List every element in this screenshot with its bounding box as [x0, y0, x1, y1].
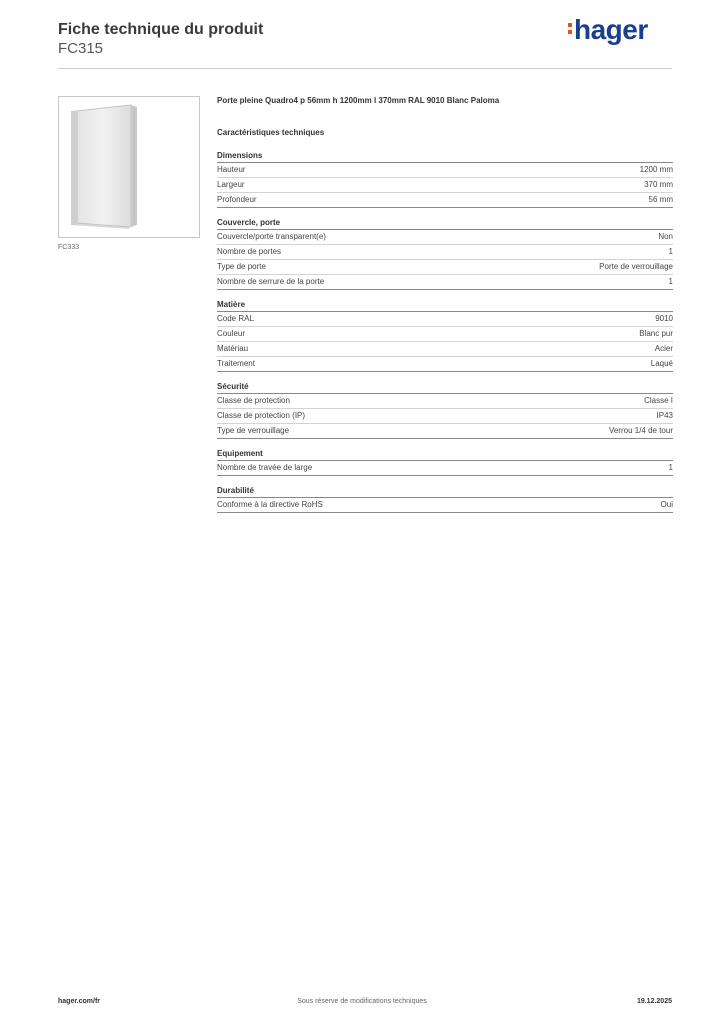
spec-label: Nombre de travée de large	[217, 463, 313, 472]
footer-website[interactable]: hager.com/fr	[58, 998, 101, 1005]
spec-content	[217, 96, 673, 513]
spec-group	[217, 486, 673, 513]
group-title: Sécurité	[217, 382, 673, 394]
spec-value: 1	[668, 463, 673, 472]
spec-value: Blanc pur	[639, 329, 673, 338]
spec-label: Couleur	[217, 329, 246, 338]
spec-row	[217, 357, 673, 372]
group-title: Matière	[217, 300, 673, 312]
spec-label: Nombre de serrure de la porte	[217, 277, 325, 286]
spec-label: Conforme à la directive RoHS	[217, 500, 323, 509]
page-title: Fiche technique du produit	[58, 21, 264, 38]
spec-row	[217, 178, 673, 193]
footer-date: 19.12.2025	[636, 998, 672, 1005]
spec-value: Laqué	[650, 359, 673, 368]
spec-value: 370 mm	[644, 180, 673, 189]
spec-value: Porte de verrouillage	[599, 262, 673, 271]
spec-group	[217, 449, 673, 476]
spec-label: Nombre de portes	[217, 247, 282, 256]
brand-name: hager	[574, 14, 648, 45]
spec-row	[217, 461, 673, 476]
group-title: Dimensions	[217, 151, 673, 163]
spec-row	[217, 245, 673, 260]
spec-row	[217, 163, 673, 178]
spec-value: Non	[658, 232, 673, 241]
spec-label: Hauteur	[217, 165, 246, 174]
spec-label: Profondeur	[217, 195, 257, 204]
spec-value: Classe I	[644, 396, 673, 405]
spec-value: 56 mm	[648, 195, 673, 204]
spec-group	[217, 151, 673, 208]
spec-label: Classe de protection (IP)	[217, 411, 306, 420]
spec-value: Verrou 1/4 de tour	[608, 426, 673, 435]
spec-group	[217, 218, 673, 290]
spec-value: 9010	[655, 314, 673, 323]
group-title: Couvercle, porte	[217, 218, 673, 230]
spec-value: 1200 mm	[639, 165, 673, 174]
spec-row	[217, 260, 673, 275]
spec-value: 1	[668, 277, 673, 286]
spec-row	[217, 275, 673, 290]
spec-row	[217, 342, 673, 357]
spec-value: IP43	[656, 411, 673, 420]
spec-value: Acier	[654, 344, 673, 353]
spec-row	[217, 498, 673, 513]
spec-value: Oui	[660, 500, 673, 509]
logo-dots-icon	[568, 20, 572, 37]
spec-label: Largeur	[217, 180, 245, 189]
spec-row	[217, 327, 673, 342]
spec-label: Type de verrouillage	[217, 426, 290, 435]
spec-row	[217, 193, 673, 208]
spec-label: Type de porte	[217, 262, 266, 271]
spec-row	[217, 312, 673, 327]
group-title: Durabilité	[217, 486, 673, 498]
spec-label: Classe de protection	[217, 396, 290, 405]
footer-disclaimer: Sous réserve de modifications techniques	[297, 998, 427, 1005]
spec-row	[217, 394, 673, 409]
spec-label: Couvercle/porte transparent(e)	[217, 232, 326, 241]
spec-group	[217, 300, 673, 372]
spec-row	[217, 409, 673, 424]
image-caption: FC333	[58, 244, 80, 251]
spec-group	[217, 382, 673, 439]
product-description: Porte pleine Quadro4 p 56mm h 1200mm l 370mm RAL 9010 Blanc Paloma	[217, 96, 500, 105]
door-panel-illustration	[59, 97, 199, 237]
brand-logo	[568, 14, 648, 46]
header-divider	[58, 68, 672, 69]
spec-row	[217, 230, 673, 245]
spec-label: Code RAL	[217, 314, 254, 323]
spec-row	[217, 424, 673, 439]
product-image	[58, 96, 200, 238]
spec-label: Matériau	[217, 344, 249, 353]
spec-label: Traitement	[217, 359, 255, 368]
group-title: Equipement	[217, 449, 673, 461]
spec-value: 1	[668, 247, 673, 256]
section-title: Caractéristiques techniques	[217, 128, 325, 137]
product-reference: FC315	[58, 40, 104, 57]
spec-groups	[217, 151, 673, 513]
